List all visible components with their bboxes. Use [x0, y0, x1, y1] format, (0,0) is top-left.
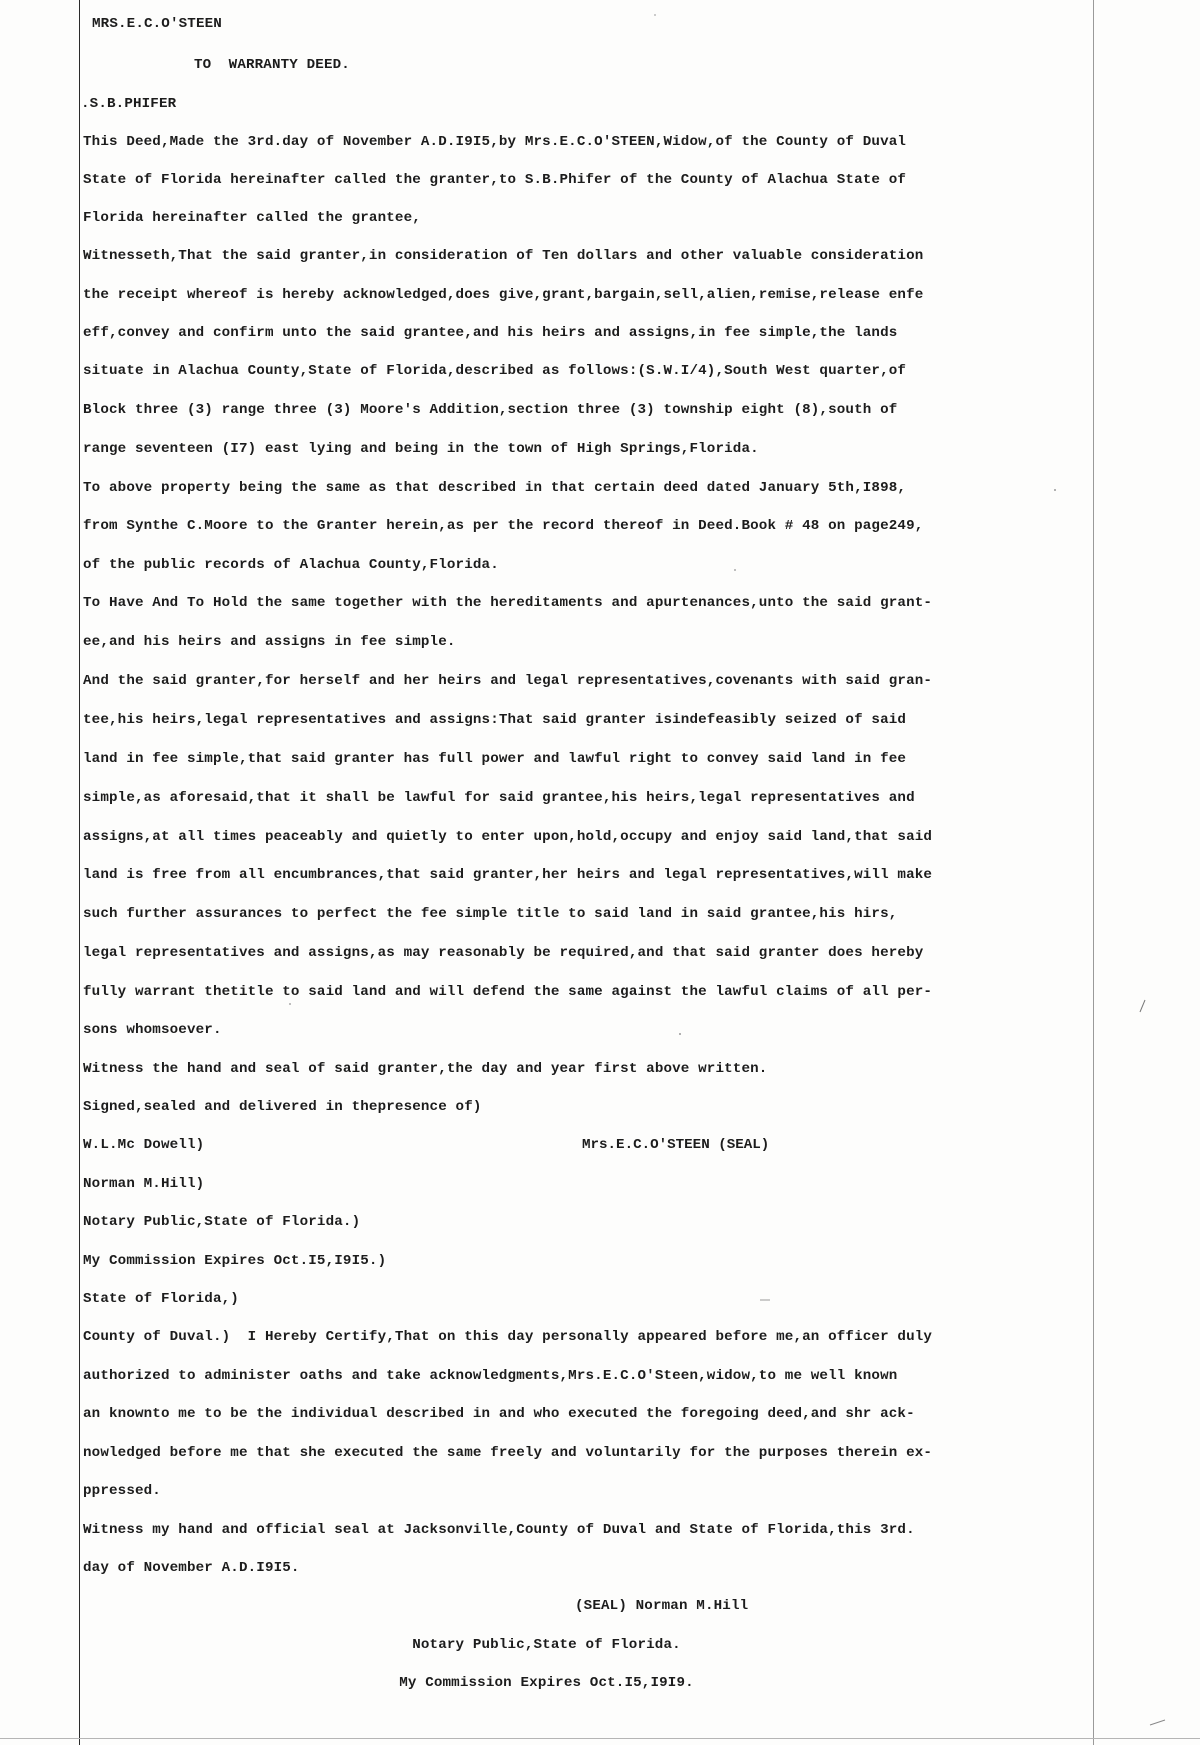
body-line: And the said granter,for herself and her heirs and legal representatives,covenants with said gran- [83, 673, 933, 689]
notary-commission: My Commission Expires Oct.I5,I9I9. [399, 1675, 694, 1691]
body-line: from Synthe C.Moore to the Granter herein,as per the record thereof in Deed.Book # 48 on page249, [83, 518, 924, 534]
body-line: ee,and his heirs and assigns in fee simple. [83, 634, 456, 650]
body-line: To above property being the same as that described in that certain deed dated January 5th,I898, [83, 480, 907, 496]
witness-name: W.L.Mc Dowell) [83, 1137, 205, 1153]
ack-line: an knownto me to be the individual described in and who executed the foregoing deed,and shr ack- [83, 1406, 915, 1422]
body-line: sons whomsoever. [83, 1022, 222, 1038]
body-line: legal representatives and assigns,as may reasonably be required,and that said granter does hereby [83, 945, 924, 961]
body-line: Block three (3) range three (3) Moore's Addition,section three (3) township eight (8),south of [83, 402, 898, 418]
body-line: simple,as aforesaid,that it shall be lawful for said grantee,his heirs,legal representatives and [83, 790, 915, 806]
body-line: This Deed,Made the 3rd.day of November A.D.I9I5,by Mrs.E.C.O'STEEN,Widow,of the County of Duval [83, 134, 907, 150]
body-line: eff,convey and confirm unto the said grantee,and his heirs and assigns,in fee simple,the lands [83, 325, 898, 341]
body-line: tee,his heirs,legal representatives and assigns:That said granter isindefeasibly seized of said [83, 712, 907, 728]
ack-line: State of Florida,) [83, 1291, 239, 1307]
body-line: fully warrant thetitle to said land and will defend the same against the lawful claims of all per- [83, 984, 933, 1000]
notary-signature: (SEAL) Norman M.Hill [575, 1598, 749, 1614]
body-line: assigns,at all times peaceably and quietly to enter upon,hold,occupy and enjoy said land,that said [83, 829, 933, 845]
body-line: of the public records of Alachua County,Florida. [83, 557, 499, 573]
body-line: land is free from all encumbrances,that said granter,her heirs and legal representatives,will make [83, 867, 933, 883]
body-line: Florida hereinafter called the grantee, [83, 210, 421, 226]
body-line: State of Florida hereinafter called the granter,to S.B.Phifer of the County of Alachua State of [83, 172, 907, 188]
body-line: the receipt whereof is hereby acknowledged,does give,grant,bargain,sell,alien,remise,release enfe [83, 287, 924, 303]
ack-line: Witness my hand and official seal at Jacksonville,County of Duval and State of Florida,this 3rd. [83, 1522, 915, 1538]
ack-line: ppressed. [83, 1483, 161, 1499]
ack-line: nowledged before me that she executed the same freely and voluntarily for the purposes therein ex- [83, 1445, 933, 1461]
grantor-signature: Mrs.E.C.O'STEEN (SEAL) [582, 1137, 770, 1153]
ack-line: day of November A.D.I9I5. [83, 1560, 300, 1576]
ack-line: authorized to administer oaths and take acknowledgments,Mrs.E.C.O'Steen,widow,to me well known [83, 1368, 898, 1384]
body-line: range seventeen (I7) east lying and being in the town of High Springs,Florida. [83, 441, 759, 457]
grantee-heading: .S.B.PHIFER [81, 96, 177, 112]
body-line: Witnesseth,That the said granter,in consideration of Ten dollars and other valuable consideration [83, 248, 924, 264]
body-line: such further assurances to perfect the fee simple title to said land in said grantee,his hirs, [83, 906, 898, 922]
body-line: Witness the hand and seal of said granter,the day and year first above written. [83, 1061, 768, 1077]
ack-line: My Commission Expires Oct.I5,I9I5.) [83, 1253, 387, 1269]
body-line: situate in Alachua County,State of Florida,described as follows:(S.W.I/4),South West quarter,of [83, 363, 907, 379]
ack-line: Norman M.Hill) [83, 1176, 205, 1192]
body-line: land in fee simple,that said granter has full power and lawful right to convey said land in fee [83, 751, 907, 767]
ack-line: County of Duval.) I Hereby Certify,That on this day personally appeared before me,an officer duly [83, 1329, 933, 1345]
deed-type-heading: TO WARRANTY DEED. [194, 57, 350, 73]
body-line: Signed,sealed and delivered in thepresence of) [83, 1099, 482, 1115]
body-line: To Have And To Hold the same together with the hereditaments and apurtenances,unto the said grant- [83, 595, 933, 611]
notary-title: Notary Public,State of Florida. [412, 1637, 681, 1653]
grantor-heading: MRS.E.C.O'STEEN [92, 16, 222, 32]
ack-line: Notary Public,State of Florida.) [83, 1214, 361, 1230]
